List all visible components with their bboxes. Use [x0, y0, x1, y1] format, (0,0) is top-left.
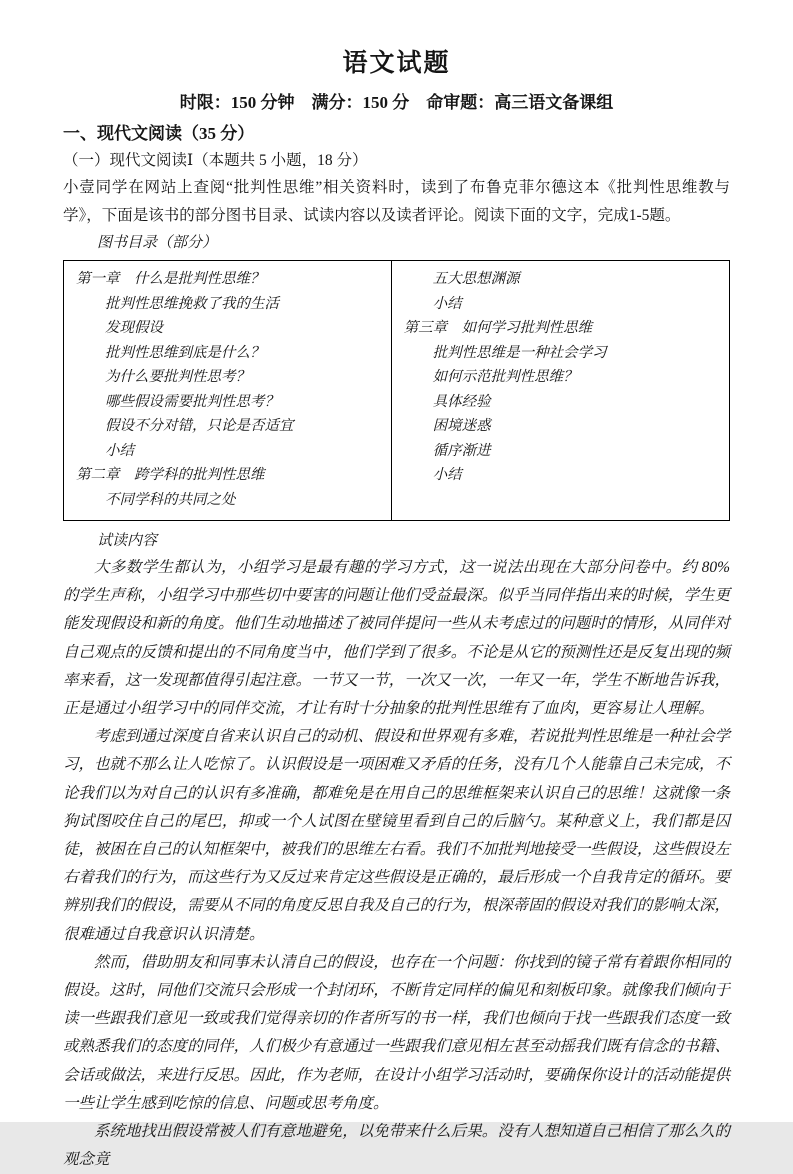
- toc-entry: 不同学科的共同之处: [76, 491, 236, 508]
- toc-entry: 哪些假设需要批判性思考？: [76, 393, 279, 410]
- toc-entry: 循序渐进: [403, 442, 491, 459]
- intro-paragraph: 小壹同学在网站上查阅“批判性思维”相关资料时，读到了布鲁克菲尔德这本《批判性思维教与学》，下面是该书的部分图书目录、试读内容以及读者评论。阅读下面的文字，完成1-5题。: [63, 179, 730, 224]
- stray-mark: .: [133, 1082, 136, 1094]
- catalog-label: 图书目录（部分）: [97, 235, 218, 251]
- toc-entry: 五大思想渊源: [403, 271, 520, 287]
- section-heading: 一、现代文阅读（35 分）: [63, 124, 255, 143]
- toc-entry: 批判性思维到底是什么？: [76, 344, 265, 361]
- catalog-right-cell: [391, 261, 729, 521]
- toc-entry: 第三章 如何学习批判性思维: [403, 320, 593, 336]
- toc-entry: 批判性思维是一种社会学习: [403, 344, 607, 361]
- body-paragraph: 然而，借助朋友和同事未认清自己的假设，也存在一个问题：你找到的镜子常有着跟你相同的假设。这时，同他们交流只会形成一个封闭环，不断肯定同样的偏见和刻板印象。就像我们倾向于读一些跟我们意见一致或我们觉得亲切的作者所写的书一样，我们也倾向于找一些跟我们态度一致或熟悉我们的态度的同伴，人们极少有意通过一些跟我们意见相左甚至动摇我们既有信念的书籍、会话或做法，来进行反思。因此，作为老师，在设计小组学习活动时，要确保你设计的活动能提供一些让学生感到吃惊的信息、问题或思考角度。: [63, 953, 730, 1112]
- toc-entry: 困境迷惑: [403, 418, 491, 434]
- trial-content-label: 试读内容: [97, 533, 158, 549]
- toc-entry: 具体经验: [403, 393, 491, 410]
- toc-entry: 为什么要批判性思考？: [76, 369, 250, 385]
- body-paragraph: 大多数学生都认为，小组学习是最有趣的学习方式，这一说法出现在大部分问卷中。约 80%的学生声称，小组学习中那些切中要害的问题让他们受益最深。似乎当同伴指出来的时候，学生更能发现假设和新的角度。他们生动地描述了被同伴提问一些从未考虑过的问题时的情形，从同伴对自己观点的反馈和提出的不同角度当中，他们学到了很多。不论是从它的预测性还是反复出现的频率来看，这一发现都值得引起注意。一节又一节，一次又一次，一年又一年，学生不断地告诉我，正是通过小组学习中的同伴交流，才让有时十分抽象的批判性思维有了血肉，更容易让人理解。: [63, 559, 730, 718]
- body-paragraph: 考虑到通过深度自省来认识自己的动机、假设和世界观有多难，若说批判性思维是一种社会学习，也就不那么让人吃惊了。认识假设是一项困难又矛盾的任务，没有几个人能靠自己未完成，不论我们以为对自己的认识有多准确，都难免是在用自己的思维框架来认识自己的思维！这就像一条狗试图咬住自己的尾巴，抑或一个人试图在壁镜里看到自己的后脑勺。某种意义上，我们都是囚徒，被困在自己的认知框架中，被我们的思维左右看。我们不加批判地接受一些假设，这些假设左右着我们的行为，而这些行为又反过来肯定这些假设是正确的，最后形成一个自我肯定的循环。要辨别我们的假设，需要从不同的角度反思自我及自己的行为，根深蒂固的假设对我们的影响太深，很难通过自我意识认识清楚。: [63, 728, 730, 943]
- toc-entry: 第二章 跨学科的批判性思维: [76, 467, 265, 483]
- toc-entry: 批判性思维挽救了我的生活: [76, 295, 279, 312]
- subsection-heading: （一）现代文阅读Ⅰ（本题共 5 小题，18 分）: [63, 152, 368, 169]
- toc-entry: 发现假设: [76, 320, 163, 336]
- toc-entry: 小结: [403, 467, 462, 483]
- catalog-left-cell: [64, 261, 392, 521]
- toc-entry: 小结: [403, 295, 462, 312]
- toc-entry: 第一章 什么是批判性思维？: [76, 271, 265, 287]
- toc-entry: 如何示范批判性思维？: [403, 369, 578, 385]
- body-paragraph: 系统地找出假设常被人们有意地避免，以免带来什么后果。没有人想知道自己相信了那么久的观念竟: [63, 1123, 730, 1169]
- doc-meta-line: 时限：150 分钟 满分：150 分 命审题：高三语文备课组: [179, 93, 614, 112]
- toc-entry: 小结: [76, 442, 134, 459]
- toc-entry: 假设不分对错，只论是否适宜: [76, 418, 294, 434]
- catalog-table: [63, 260, 730, 521]
- doc-title: 语文试题: [342, 50, 451, 77]
- catalog-row: [64, 261, 730, 521]
- page-content: [63, 46, 730, 1174]
